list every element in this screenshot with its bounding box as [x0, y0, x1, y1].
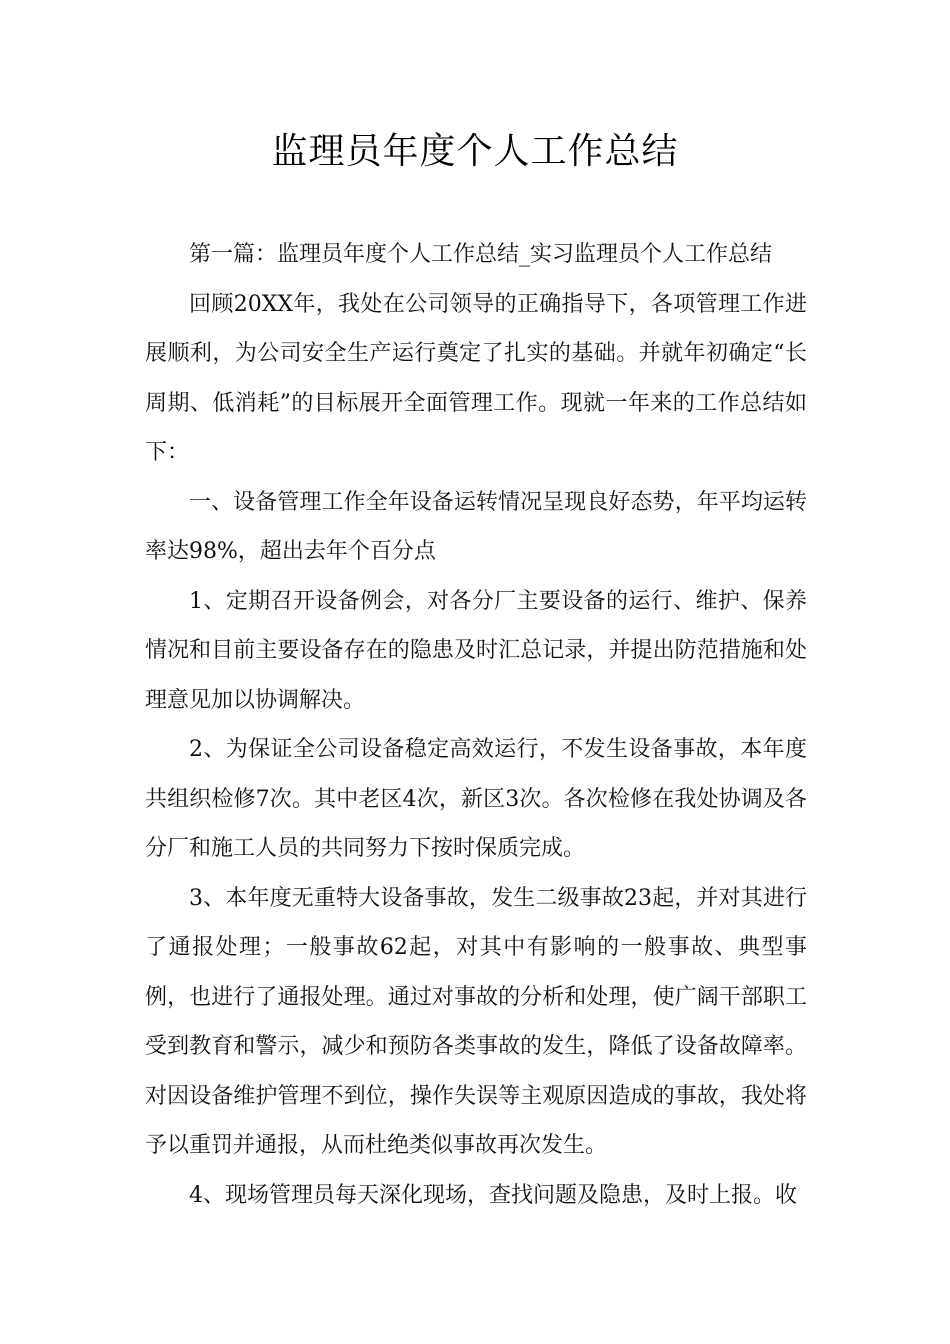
document-body [145, 230, 807, 1220]
paragraph: 一、设备管理工作全年设备运转情况呈现良好态势，年平均运转率达98%，超出去年个百分点 [145, 489, 807, 564]
paragraph: 3、本年度无重特大设备事故，发生二级事故23起，并对其进行了通报处理；一般事故62起，对其中有影响的一般事故、典型事例，也进行了通报处理。通过对事故的分析和处理，使广阔干部职工受到教育和警示，减少和预防各类事故的发生，降低了设备故障率。对因设备维护管理不到位，操作失误等主观原因造成的事故，我处将予以重罚并通报，从而杜绝类似事故再次发生。 [145, 885, 807, 1158]
paragraph: 4、现场管理员每天深化现场，查找问题及隐患，及时上报。收 [189, 1182, 797, 1208]
paragraph: 2、为保证全公司设备稳定高效运行，不发生设备事故，本年度共组织检修7次。其中老区4次，新区3次。各次检修在我处协调及各分厂和施工人员的共同努力下按时保质完成。 [145, 737, 807, 861]
document-title: 监理员年度个人工作总结 [271, 131, 679, 172]
paragraph: 1、定期召开设备例会，对各分厂主要设备的运行、维护、保养情况和目前主要设备存在的隐患及时汇总记录，并提出防范措施和处理意见加以协调解决。 [145, 588, 807, 713]
paragraph: 回顾20XX年，我处在公司领导的正确指导下，各项管理工作进展顺利，为公司安全生产运行奠定了扎实的基础。并就年初确定“长周期、低消耗”的目标展开全面管理工作。现就一年来的工作总结如下： [145, 291, 807, 465]
paragraph: 第一篇：监理员年度个人工作总结_实习监理员个人工作总结 [189, 242, 773, 267]
